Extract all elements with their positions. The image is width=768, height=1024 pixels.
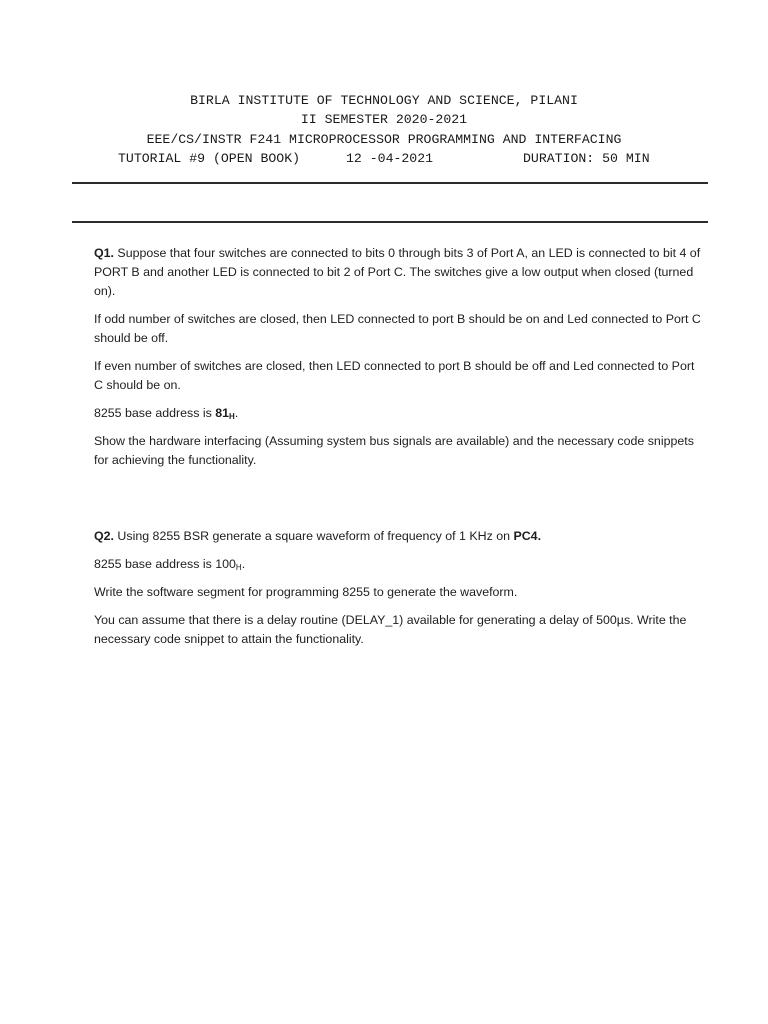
semester-line: II SEMESTER 2020-2021: [300, 112, 468, 128]
q2-pin: PC4.: [513, 529, 542, 543]
q2-intro: Q2. Using 8255 BSR generate a square waveform of frequency of 1 KHz on PC4.: [94, 529, 542, 543]
q1-base-address: 8255 base address is $81_H$.: [94, 406, 239, 421]
q2-label: Q2.: [94, 529, 114, 543]
q2-task: Write the software segment for programming 8255 to generate the waveform.: [94, 585, 518, 599]
q2-delay-note: You can assume that there is a delay routine (DELAY_1) available for generating a delay of 500µs. Write the necessary code snippet to attain the functionality.: [94, 613, 687, 646]
q1-task: Show the hardware interfacing (Assuming system bus signals are available) and the necessary code snippets for achieving the functionality.: [94, 434, 694, 467]
q1-label: Q1.: [94, 246, 114, 260]
q1-intro: Q1. Suppose that four switches are connected to bits 0 through bits 3 of Port A, an LED is connected to bit 4 of PORT B and another LED is connected to bit 2 of Port C. The switches give a low output when closed (turned on).: [94, 246, 701, 298]
course-title: EEE/CS/INSTR F241 MICROPROCESSOR PROGRAMMING AND INTERFACING: [146, 131, 622, 147]
q1-odd-case: If odd number of switches are closed, then LED connected to port B should be on and Led connected to Port C should be off.: [94, 312, 701, 345]
tutorial-info-line: [0, 149, 768, 168]
exam-date: 12 -04-2021: [346, 150, 434, 166]
tutorial-number: TUTORIAL #9 (OPEN BOOK): [118, 150, 301, 166]
questions-body: [94, 244, 704, 658]
institute-name: BIRLA INSTITUTE OF TECHNOLOGY AND SCIENCE, PILANI: [190, 93, 578, 108]
header-rule-top: [72, 182, 708, 184]
q1-base-value: $81_H$: [215, 406, 235, 421]
header-rule-bottom: [72, 221, 708, 223]
q1-even-case: If even number of switches are closed, then LED connected to port B should be off and Led connected to Port C should be on.: [94, 359, 695, 392]
exam-duration: DURATION: 50 MIN: [523, 150, 650, 166]
q2-base-address: 8255 base address is $100_H$.: [94, 557, 246, 572]
exam-header: [0, 91, 768, 168]
